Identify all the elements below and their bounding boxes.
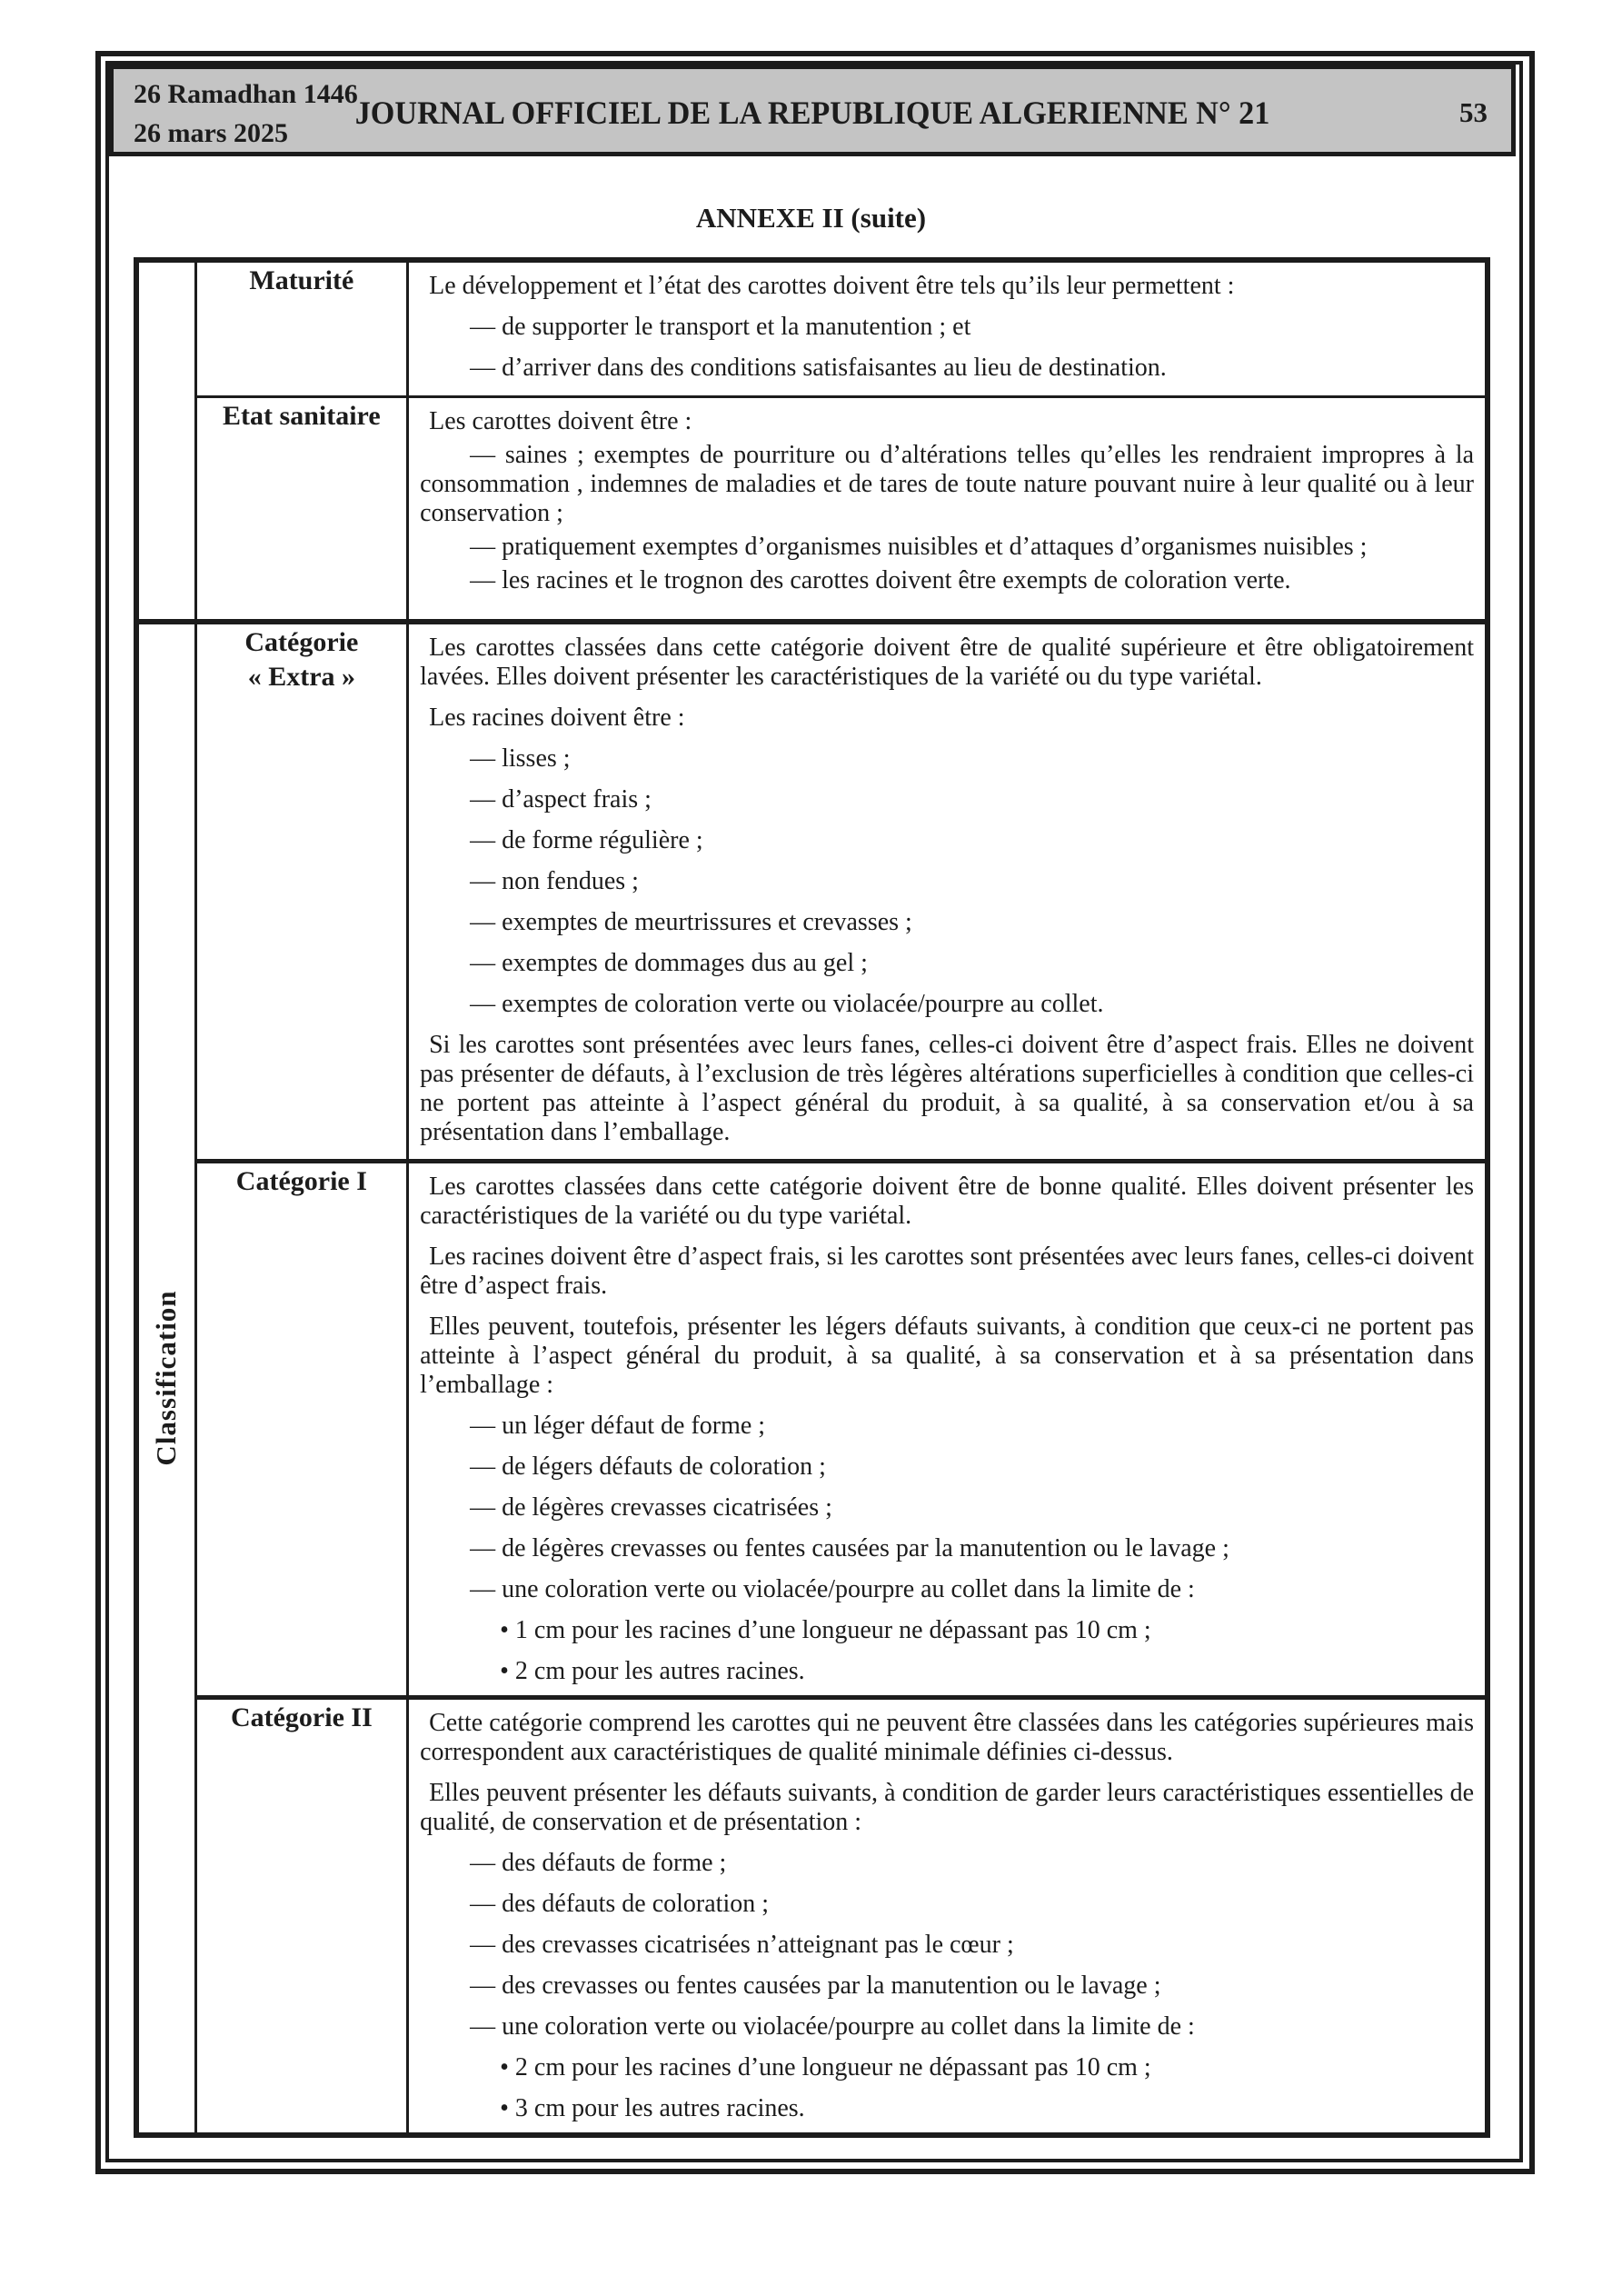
row-label-categorie-1: Catégorie I — [195, 1161, 407, 1697]
sub-list-item: • 3 cm pour les autres racines. — [500, 2093, 805, 2122]
list-item: — les racines et le trognon des carottes doivent être exempts de coloration verte. — [470, 565, 1291, 594]
list-item: — une coloration verte ou violacée/pourpre au collet dans la limite de : — [470, 2011, 1195, 2041]
list-item: — lisses ; — [470, 744, 571, 773]
list-item: — pratiquement exemptes d’organismes nuisibles et d’attaques d’organismes nuisibles ; — [470, 532, 1368, 561]
list-item: — de forme régulière ; — [470, 826, 703, 854]
paragraph: Cette catégorie comprend les carottes qui ne peuvent être classées dans les catégories supérieures mais correspondent aux caractéristiques de qualité minimale définies ci-dessus. — [420, 1708, 1474, 1766]
row-content-categorie-1 — [408, 1161, 1488, 1697]
list-item: — une coloration verte ou violacée/pourpre au collet dans la limite de : — [470, 1574, 1195, 1603]
sub-list-item: • 2 cm pour les autres racines. — [500, 1656, 805, 1685]
list-item: — des crevasses cicatrisées n’atteignant pas le cœur ; — [470, 1930, 1014, 1959]
header-band — [109, 65, 1516, 156]
list-item: — exemptes de coloration verte ou violacée/pourpre au collet. — [470, 990, 1104, 1018]
list-item: — de légères crevasses ou fentes causées par la manutention ou le lavage ; — [470, 1533, 1229, 1562]
paragraph: Les racines doivent être : — [429, 704, 685, 732]
table-row — [136, 260, 1488, 396]
list-item: — de supporter le transport et la manutention ; et — [470, 313, 971, 341]
paragraph: Les carottes classées dans cette catégorie doivent être de qualité supérieure et être obligatoirement lavées. Elles doivent présenter les caractéristiques de la variété ou du type variétal. — [420, 634, 1474, 691]
annexe-title: ANNEXE II (suite) — [695, 202, 927, 234]
paragraph: Les carottes doivent être : — [429, 406, 692, 435]
row-label-text: Catégorie « Extra » — [244, 627, 359, 692]
table-row — [136, 1697, 1488, 2135]
sub-list-item: • 2 cm pour les racines d’une longueur ne dépassant pas 10 cm ; — [500, 2052, 1151, 2081]
list-item: — des défauts de coloration ; — [470, 1889, 769, 1918]
row-label-categorie-extra — [195, 622, 407, 1161]
page-number: 53 — [1459, 96, 1488, 128]
list-item: — des défauts de forme ; — [470, 1848, 727, 1877]
list-item: — des crevasses ou fentes causées par la manutention ou le lavage ; — [470, 1971, 1161, 2000]
table-row — [136, 1161, 1488, 1697]
list-item: — de légères crevasses cicatrisées ; — [470, 1492, 832, 1522]
row-content-categorie-2 — [408, 1697, 1488, 2135]
date-hijri: 26 Ramadhan 1446 — [134, 79, 358, 109]
paragraph: Elles peuvent, toutefois, présenter les légers défauts suivants, à condition que ceux-ci ne portent pas atteinte à l’aspect général du produit, à sa qualité, à sa conservation et à sa présentation dans l’emballage : — [420, 1312, 1474, 1399]
list-item: — d’aspect frais ; — [470, 785, 652, 814]
list-item: — exemptes de meurtrissures et crevasses ; — [470, 908, 912, 936]
journal-title: JOURNAL OFFICIEL DE LA REPUBLIQUE ALGERIENNE N° 21 — [354, 95, 1270, 131]
row-label-etat-sanitaire: Etat sanitaire — [195, 396, 407, 622]
list-item: — de légers défauts de coloration ; — [470, 1452, 826, 1481]
classification-cell — [136, 622, 195, 2135]
row-label-categorie-2: Catégorie II — [195, 1697, 407, 2135]
list-item: — d’arriver dans des conditions satisfaisantes au lieu de destination. — [470, 354, 1167, 382]
row-content-maturite — [408, 260, 1488, 396]
list-item: — un léger défaut de forme ; — [470, 1411, 766, 1440]
sub-list-item: • 1 cm pour les racines d’une longueur ne dépassant pas 10 cm ; — [500, 1615, 1151, 1644]
paragraph: Le développement et l’état des carottes doivent être tels qu’ils leur permettent : — [429, 272, 1235, 300]
paragraph: Elles peuvent présenter les défauts suivants, à condition de garder leurs caractéristiques essentielles de qualité, de conservation et de présentation : — [420, 1778, 1474, 1836]
table-row — [136, 622, 1488, 1161]
classification-table — [134, 257, 1490, 2138]
paragraph: Les racines doivent être d’aspect frais, si les carottes sont présentées avec leurs fanes, celles-ci doivent être d’aspect frais. — [420, 1242, 1474, 1300]
paragraph: Si les carottes sont présentées avec leurs fanes, celles-ci doivent être d’aspect frais. Elles ne doivent pas présenter de défauts, à l’exclusion de très légères altérations superficielles à condition que celles-ci ne portent pas atteinte à l’aspect général du produit, à sa qualité, à sa conservation et/ou à sa présentation dans l’emballage. — [420, 1031, 1474, 1146]
classification-vertical-label: Classification — [150, 1290, 183, 1466]
list-item: — non fendues ; — [470, 867, 639, 895]
list-item: — exemptes de dommages dus au gel ; — [470, 949, 868, 977]
row-content-categorie-extra — [408, 622, 1488, 1161]
date-gregorian: 26 mars 2025 — [134, 118, 288, 148]
empty-spanner-cell — [136, 260, 195, 622]
row-label-maturite: Maturité — [195, 260, 407, 396]
table-row — [136, 396, 1488, 622]
paragraph: Les carottes classées dans cette catégorie doivent être de bonne qualité. Elles doivent présenter les caractéristiques de la variété ou du type variétal. — [420, 1172, 1474, 1230]
list-item: — saines ; exemptes de pourriture ou d’altérations telles qu’elles les rendraient impropres à la consommation , indemnes de maladies et de tares de toute nature pouvant nuire à leur qualité ou à leur conservation ; — [420, 440, 1474, 527]
row-content-etat-sanitaire — [408, 396, 1488, 622]
